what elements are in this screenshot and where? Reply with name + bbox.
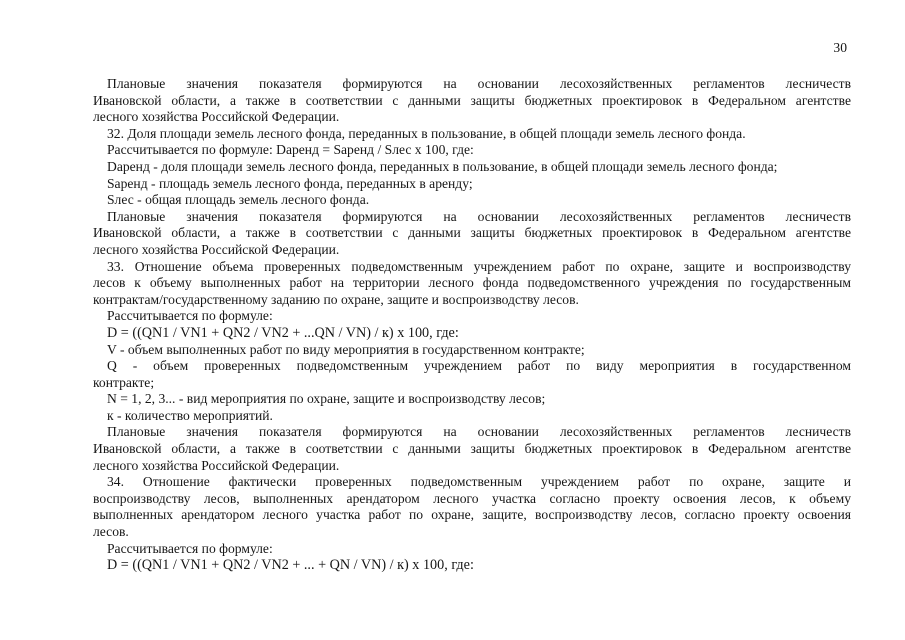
- text-line: лесного хозяйства Российской Федерации.: [93, 109, 340, 125]
- text-line: Ивановской области, а также в соответствии с данными защиты бюджетных проектировок в Федеральном агентстве: [93, 92, 851, 108]
- text-line: Рассчитывается по формуле: Dаренд = Sаренд / Sлес х 100, где:: [107, 142, 474, 158]
- text-line: Ивановской области, а также в соответствии с данными защиты бюджетных проектировок в Федеральном агентстве: [93, 225, 851, 241]
- text-line: D = ((QN1 / VN1 + QN2 / VN2 + ...QN / VN) / к) х 100, где:: [107, 324, 459, 341]
- text-line: Dаренд - доля площади земель лесного фонда, переданных в пользование, в общей площади земель лесного фонда;: [107, 158, 778, 174]
- text-line: Sлес - общая площадь земель лесного фонда.: [107, 192, 370, 208]
- text-line: 34. Отношение фактически проверенных подведомственным учреждением работ по охране, защите и: [107, 474, 851, 490]
- text-line: Ивановской области, а также в соответствии с данными защиты бюджетных проектировок в Федеральном агентстве: [93, 441, 851, 457]
- text-line: 32. Доля площади земель лесного фонда, переданных в пользование, в общей площади земель лесного фонда.: [107, 125, 746, 141]
- text-line: Sаренд - площадь земель лесного фонда, переданных в аренду;: [107, 175, 473, 191]
- text-line: Рассчитывается по формуле:: [107, 540, 273, 556]
- text-line: D = ((QN1 / VN1 + QN2 / VN2 + ... + QN / VN) / к) х 100, где:: [107, 557, 474, 574]
- text-line: лесов.: [93, 524, 129, 540]
- text-line: N = 1, 2, 3... - вид мероприятия по охране, защите и воспроизводству лесов;: [107, 391, 546, 407]
- text-line: к - количество мероприятий.: [107, 407, 273, 423]
- text-line: контрактам/государственному заданию по охране, защите и воспроизводству лесов.: [93, 291, 579, 307]
- text-line: лесов к объему выполненных работ на территории лесного фонда подведомственного учреждения по государственным: [93, 275, 851, 291]
- text-line: Плановые значения показателя формируются на основании лесохозяйственных регламентов лесничеств: [107, 424, 851, 440]
- document-body: [93, 76, 851, 574]
- text-line: контракте;: [93, 374, 155, 390]
- text-line: V - объем выполненных работ по виду мероприятия в государственном контракте;: [107, 341, 585, 357]
- text-line: Рассчитывается по формуле:: [107, 308, 273, 324]
- text-line: лесного хозяйства Российской Федерации.: [93, 241, 340, 257]
- text-line: воспроизводству лесов, выполненных арендатором лесного участка согласно проекту освоения лесов, к объему: [93, 490, 851, 506]
- text-line: выполненных арендатором лесного участка работ по охране, защите, воспроизводству лесов, согласно проекту освоения: [93, 507, 851, 523]
- text-line: Плановые значения показателя формируются на основании лесохозяйственных регламентов лесничеств: [107, 208, 851, 224]
- page-number: 30: [833, 40, 847, 55]
- text-line: лесного хозяйства Российской Федерации.: [93, 457, 340, 473]
- text-line: 33. Отношение объема проверенных подведомственным учреждением работ по охране, защите и воспроизводству: [107, 258, 851, 274]
- text-line: Плановые значения показателя формируются на основании лесохозяйственных регламентов лесничеств: [107, 76, 851, 91]
- text-line: Q - объем проверенных подведомственным учреждением работ по виду мероприятия в государственном: [107, 358, 851, 374]
